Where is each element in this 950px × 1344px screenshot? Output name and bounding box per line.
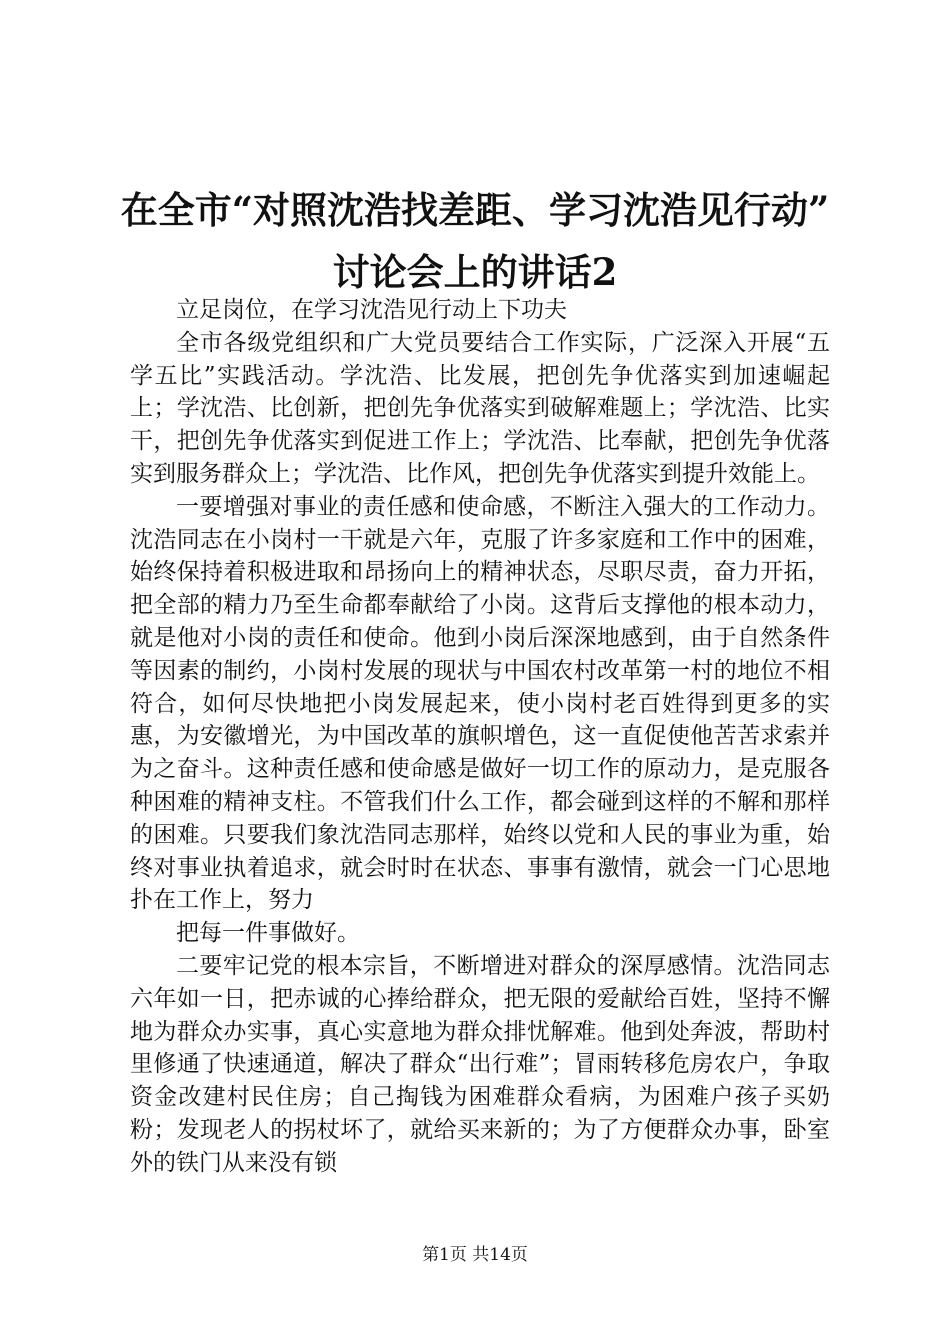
- page-number-footer: 第1页 共14页: [422, 1245, 528, 1265]
- document-title-line-1: 在全市“对照沈浩找差距、学习沈浩见行动”: [120, 188, 830, 232]
- section-heading: 立足岗位，在学习沈浩见行动上下功夫: [176, 297, 567, 323]
- document-title-line-2: 讨论会上的讲话2: [332, 250, 618, 294]
- document-body: [130, 294, 830, 1180]
- body-paragraph: 全市各级党组织和广大党员要结合工作实际，广泛深入开展“五学五比”实践活动。学沈浩、比发展，把创先争优落实到加速崛起上；学沈浩、比创新，把创先争优落实到破解难题上；学沈浩、比实干，把创先争优落实到促进工作上；学沈浩、比奉献，把创先争优落实到服务群众上；学沈浩、比作风，把创先争优落实到提升效能上。: [130, 329, 830, 487]
- body-paragraph: 二要牢记党的根本宗旨，不断增进对群众的深厚感情。沈浩同志六年如一日，把赤诚的心捧给群众，把无限的爱献给百姓，坚持不懈地为群众办实事，真心实意地为群众排忧解难。他到处奔波，帮助村里修通了快速通道，解决了群众“出行难”；冒雨转移危房农户，争取资金改建村民住房；自己掏钱为困难群众看病，为困难户孩子买奶粉；发现老人的拐杖坏了，就给买来新的；为了方便群众办事，卧室外的铁门从来没有锁: [130, 952, 830, 1176]
- body-paragraph: 把每一件事做好。: [176, 920, 360, 947]
- body-paragraph: 一要增强对事业的责任感和使命感，不断注入强大的工作动力。沈浩同志在小岗村一干就是六年，克服了许多家庭和工作中的困难，始终保持着积极进取和昂扬向上的精神状态，尽职尽责，奋力开拓，把全部的精力乃至生命都奉献给了小岗。这背后支撑他的根本动力，就是他对小岗的责任和使命。他到小岗后深深地感到，由于自然条件等因素的制约，小岗村发展的现状与中国农村改革第一村的地位不相符合，如何尽快地把小岗发展起来，使小岗村老百姓得到更多的实惠，为安徽增光，为中国改革的旗帜增色，这一直促使他苦苦求索并为之奋斗。这种责任感和使命感是做好一切工作的原动力，是克服各种困难的精神支柱。不管我们什么工作，都会碰到这样的不解和那样的困难。只要我们象沈浩同志那样，始终以党和人民的事业为重，始终对事业执着追求，就会时时在状态、事事有激情，就会一门心思地扑在工作上，努力: [130, 493, 830, 914]
